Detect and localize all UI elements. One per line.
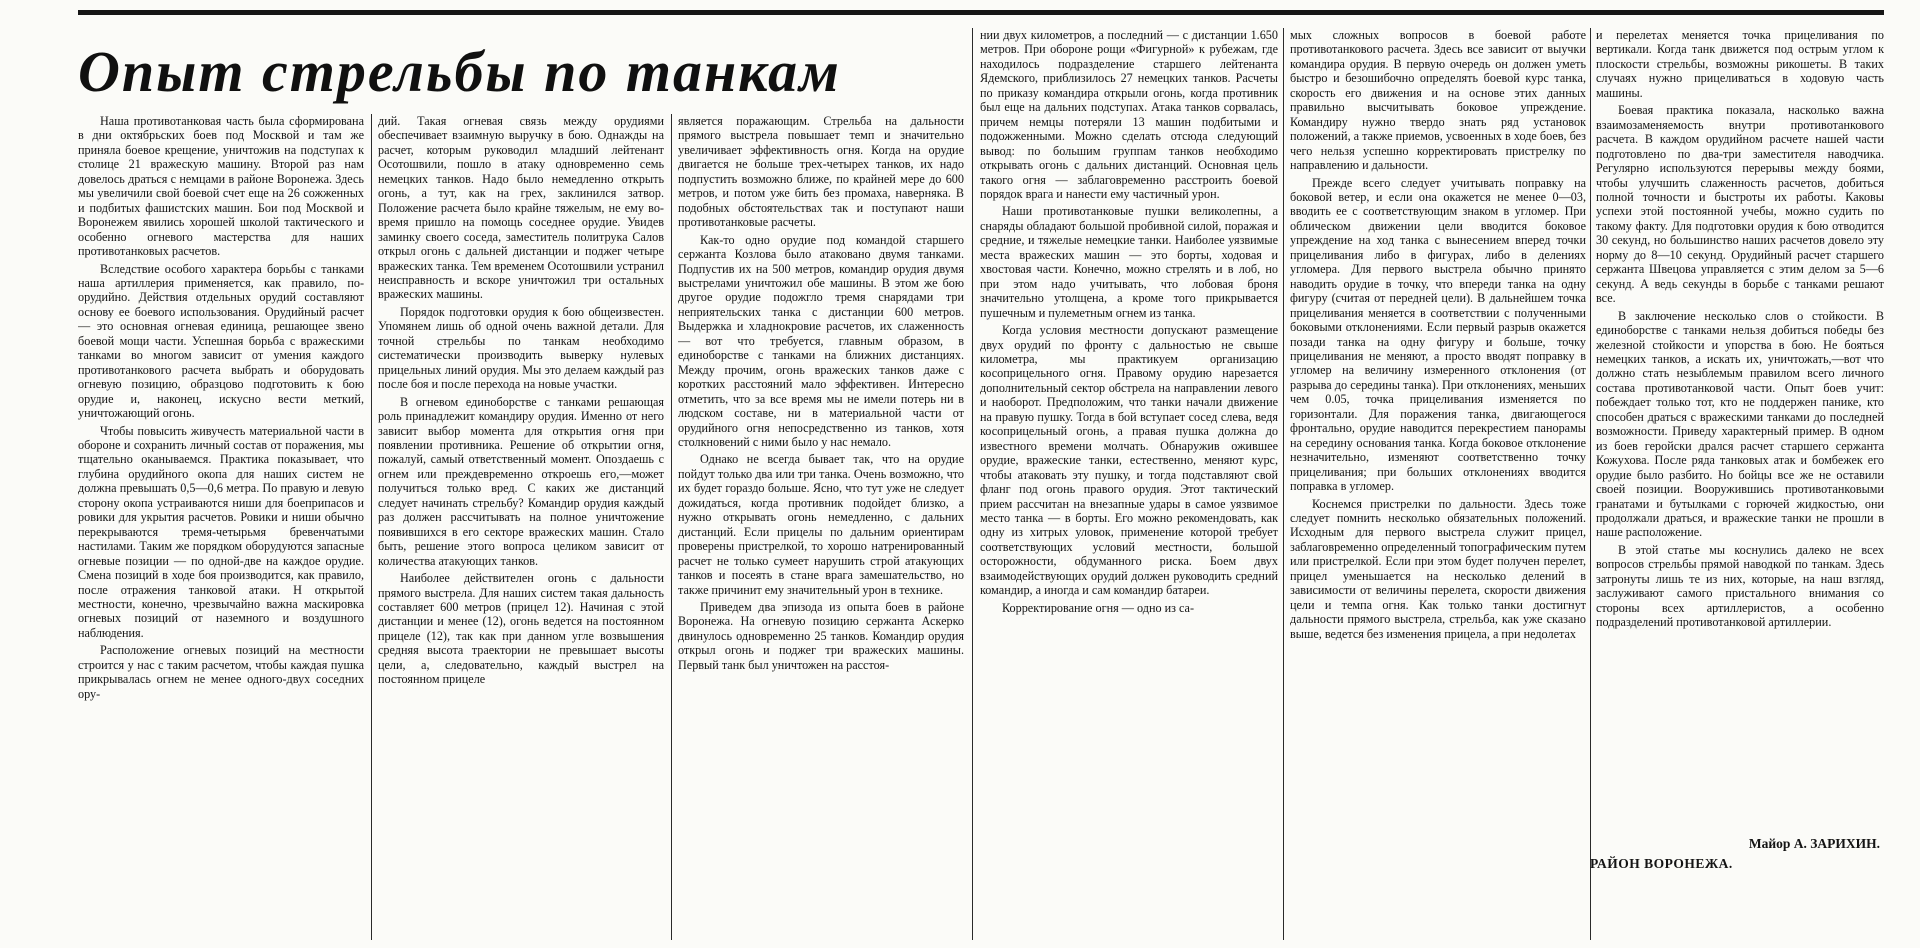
paragraph: Вследствие особого характера борьбы с танками наша артиллерия применяется, как правило, по-орудийно. Действия отдельных орудий составляют основу ее боевого использования. Орудийный расчет — это основная огневая единица, решающее звено боевой мощи части. Успешная борьба с вражескими танками во многом зависит от умения каждого противотанкового расчета выбрать и оборудовать огневую позицию, образцово подготовить к бою орудие и, наконец, искусно вести меткий, уничтожающий огонь. [78,261,364,421]
column-3 [678,114,964,940]
column-rule [1590,28,1591,940]
paragraph: является поражающим. Стрельба на дальности прямого выстрела повышает темп и значительно увеличивает эффективность огня. Когда на орудие двигается не больше трех-четырех танков, их надо подпустить возможно ближе, по крайней мере до 600 метров, и потом уже бить без промаха, наверняка. В подобных обстоятельствах так и поступают наши противотанковые расчеты. [678,114,964,230]
column-2 [378,114,664,940]
column-rule [1283,28,1284,940]
paragraph: Наиболее действителен огонь с дальности прямого выстрела. Для наших систем такая дальность составляет 600 метров (прицел 12). Начиная с этой дистанции и менее (12), огонь ведется на постоянном прицеле (12), так как при данном угле возвышения средняя высота траектории не превышает высоты цели, а, следовательно, каждый выстрел на постоянном прицеле [378,571,664,687]
article [78,28,1884,940]
paragraph: Боевая практика показала, насколько важна взаимозаменяемость внутри противотанкового расчета. В каждом орудийном расчете нашей части подготовлено по два-три заместителя наводчика. Регулярно используются перерывы между боями, чтобы улучшить слаженность расчетов, добиться полной точности и быстроты их работы. Каковы успехи этой постоянной учебы, можно судить по такому факту. Для подготовки орудия к бою отводится 30 секунд, но большинство наших расчетов довело эту норму до 8—10 секунд. Орудийный расчет старшего сержанта Швецова управляется с этим делом за 5—6 секунд. А ведь секунды в борьбе с танками решают все. [1596,103,1884,306]
paragraph: В огневом единоборстве с танками решающая роль принадлежит командиру орудия. Именно от него зависит выбор момента для открытия огня при появлении противника. Решение об открытии огня, пожалуй, самый ответственный момент. Опоздаешь с огнем или преждевременно откроешь его,—может получиться только вред. С каких же дистанций следует начинать стрельбу? Командир орудия каждый раз должен рассчитывать на полное уничтожение появившихся в его секторе вражеских машин. Стало быть, решение этого вопроса целиком зависит от количества атакующих танков. [378,394,664,568]
paragraph: В заключение несколько слов о стойкости. В единоборстве с танками нельзя добиться победы без железной стойкости и упорства в бою. Не бояться немецких танков, а искать их, уничтожать,—вот что должно стать незыблемым правилом всего личного состава противотанковой части. Опыт боев учит: побеждает только тот, кто не поддержен панике, кто способен драться с вражескими танками до последней возможности. Приведу характерный пример. В одном из боев геройски дрался расчет старшего сержанта Кожухова. После ряда танковых атак и бомбежек его орудие было разбито. Но бойцы все же не оставили своей позиции. Вооружившись противотанковыми гранатами и бутылками с горючей жидкостью, они продолжали драться, и вражеские танки не прошли в наше расположение. [1596,308,1884,540]
paragraph: нии двух километров, а последний — с дистанции 1.650 метров. При обороне рощи «Фигурной» к рубежам, где находилось подразделение старшего лейтенанта Ядемского, приблизилось 27 немецких танков. Расчеты по приказу командира открыли огонь, когда противник был еще на дальних подступах. Атака танков сорвалась, причем немцы потеряли 13 машин подбитыми и подожженными. Можно сделать отсюда следующий вывод: по большим группам танков необходимо открывать огонь с дальних дистанций. Основная цель такого огня — заблаговременно расстроить боевой порядок врага и нанести ему частичный урон. [980,28,1278,201]
paragraph: и перелетах меняется точка прицеливания по вертикали. Когда танк движется под острым углом к плоскости стрельбы, возможны рикошеты. В таких случаях нужно прицеливаться в ходовую часть машины. [1596,28,1884,100]
paragraph: Порядок подготовки орудия к бою общеизвестен. Упомянем лишь об одной очень важной детали. Для точной стрельбы по танкам необходимо систематически производить выверку нулевых прицельных линий орудия. Мы это делаем каждый раз после боя и после перехода на новые участки. [378,304,664,392]
author-signature: Майор А. ЗАРИХИН. [1748,836,1880,851]
headline: Опыт стрельбы по танкам [78,39,841,104]
column-1 [78,114,364,940]
paragraph: Когда условия местности допускают размещение двух орудий по фронту с дальностью не свыше километра, мы практикуем организацию косоприцельного огня. Правому орудию нарезается дополнительный сектор обстрела на направлении левого и наоборот. Предположим, что танки начали движение на правую пушку. Тогда в бой вступает сосед слева, ведя косоприцельный огонь, а правая пушка должна до известного времени молчать. Обнаружив ожившее орудие, вражеские танки, естественно, меняют курс, чтобы атаковать эту пушку, и тогда подставляют свой фланг под огонь правого орудия. Этот тактический прием рассчитан на внезапные удары в самое уязвимое место танка — в борты. Его можно рекомендовать, как одну из хитрых уловок, применение которой требует соответствующих условий местности, большой осторожности, обдуманного риска. Боем двух взаимодействующих орудий должен руководить средний командир, а иногда и сам командир батареи. [980,323,1278,598]
top-rule [78,10,1884,15]
paragraph: Наша противотанковая часть была сформирована в дни октябрьских боев под Москвой и там же приняла боевое крещение, уничтожив на подступах к столице 21 вражескую машину. Второй раз нам довелось драться с немцами в районе Воронежа. Здесь мы увеличили свой боевой счет еще на 26 сожженных и подбитых фашистских машин. Бои под Москвой и Воронежем явились хорошей школой тактического и особенно огневого мастерства для наших противотанковых расчетов. [78,114,364,259]
column-rule [972,28,973,940]
paragraph: В этой статье мы коснулись далеко не всех вопросов стрельбы прямой наводкой по танкам. Здесь затронуты лишь те из них, которые, на наш взгляд, заслуживают самого пристального внимания со стороны всех артиллеристов, а особенно подразделений противотанковой артиллерии. [1596,542,1884,630]
column-rule [671,114,672,940]
dateline-place: РАЙОН ВОРОНЕЖА. [1590,856,1733,871]
column-5 [1290,28,1586,940]
paragraph: Приведем два эпизода из опыта боев в районе Воронежа. На огневую позицию сержанта Аскерко двинулось одновременно 25 танков. Командир орудия открыл огонь и поджег три вражеских машины. Первый танк был уничтожен на расстоя- [678,599,964,672]
paragraph: Расположение огневых позиций на местности строится у нас с таким расчетом, чтобы каждая пушка прикрывалась огнем не менее одного-двух соседних ору- [78,643,364,701]
paragraph: Наши противотанковые пушки великолепны, а снаряды обладают большой пробивной силой, поражая и средние, и тяжелые немецкие танки. Наиболее уязвимые места вражеских машин — это борты, ходовая и хвостовая части. Конечно, можно стрелять и в лоб, но при этом надо учитывать, что лобовая броня значительно утолщена, а кроме того прикрывается пушечным и пулеметным огнем из танка. [980,204,1278,320]
paragraph: Однако не всегда бывает так, что на орудие пойдут только два или три танка. Очень возможно, что их будет гораздо больше. Ясно, что тут уже не следует дожидаться, когда противник подойдет близко, а нужно открывать огонь немедленно, с дальних дистанций. Если прицелы по дальним ориентирам проверены пристрелкой, то хорошо натренированный расчет не только сумеет нарушить строй атакующих танков и посеять в стане врага замешательство, но также причинит ему значительный урон в технике. [678,452,964,597]
paragraph: дий. Такая огневая связь между орудиями обеспечивает взаимную выручку в бою. Однажды на расчет, которым руководил младший лейтенант Осотошвили, пошло в атаку одновременно семь немецких танков. Надо было немедленно открыть огонь, а тут, как на грех, заклинился затвор. Положение расчета было крайне тяжелым, не ему во-время пришло на помощь соседнее орудие. Увидев заминку своего соседа, заместитель политрука Салов открыл огонь с дальней дистанции и поджег четыре вражеских танка. Тем временем Осотошвили устранил неисправность и вскоре уничтожил три остальных вражеских машины. [378,114,664,302]
paragraph: Коснемся пристрелки по дальности. Здесь тоже следует помнить несколько обязательных положений. Исходным для первого выстрела служит прицел, заблаговременно определенный топографическим путем или пристрелкой. Если при этом будет получен перелет, прицел уменьшается на несколько делений в зависимости от величины перелета, скорости движения цели и темпа огня. Как только танки достигнут дальности прямого выстрела, стрельба, как уже сказано выше, ведется без изменения прицела, а при недолетах [1290,496,1586,641]
paragraph: мых сложных вопросов в боевой работе противотанкового расчета. Здесь все зависит от выучки командира орудия. В первую очередь он должен уметь быстро и безошибочно определять боевой курс танка, скорость его движения и на основе этих данных правильно высчитывать боковое упреждение. Командиру нужно твердо знать ряд установок положений, а также приемов, усвоенных в ходе боев, без чего нельзя успешно корректировать пристрелку по направлению и дальности. [1290,28,1586,173]
column-rule [371,114,372,940]
column-6 [1596,28,1884,818]
paragraph: Прежде всего следует учитывать поправку на боковой ветер, и если она окажется не менее 0—03, вводить ее с соответствующим знаком в угломер. При облическом движении цели вводится боковое упреждение на ход танка с вынесением вперед точки прицеливания либо в фигурах, либо в делениях угломера. Для первого выстрела обычно принято наводить орудие в точку, что впереди танка на одну фигуру (считая от передней цели). В дальнейшем точка прицеливания меняется в соответствии с полученными боковыми отклонениями. Если первый разрыв окажется позади танка на одну фигуру и больше, точку прицеливания не меняют, а просто вводят поправку в угломер на величину измеренного отклонения (от разрыва до середины танка). При отклонениях, меньших чем 0.05, точка прицеливания изменяется по горизонтали. Для поражения танка, двигающегося фронтально, орудие наводится перекрестием панорамы на середину основания танка. Когда боковое отклонение незначительно, изменяют соответственно точку прицеливания; при больших отклонениях вводится поправка в угломер. [1290,175,1586,494]
paragraph: Корректирование огня — одно из са- [1002,600,1195,615]
paragraph: Как-то одно орудие под командой старшего сержанта Козлова было атаковано двумя танками. Подпустив их на 500 метров, командир орудия двумя выстрелами уничтожил обе машины. В этом же бою другое орудие подожгло тремя снарядами три неприятельских танка с дистанции 600 метров. Выдержка и хладнокровие расчетов, их слаженность — вот что требуется, главным образом, в единоборстве с танками на ближних дистанциях. Между прочим, огонь вражеских танков даже с коротких расстояний мало эффективен. Интересно отметить, что за все время мы не имели потерь ни в людском составе, ни в материальной части от орудийного огня непосредственно из танков, хотя столкновений с ними было у нас немало. [678,232,964,449]
paragraph: Чтобы повысить живучесть материальной части в обороне и сохранить личный состав от поражения, мы тщательно оканываемся. Практика показывает, что глубина орудийного окопа для наших систем не должна превышать 0,5—0,6 метра. По правую и левую сторону окопа устраиваются ниши для боеприпасов и ровики для укрытия расчетов. Ровики и ниши обычно перекрываются тремя-четырьмя бревенчатыми настилами. Таким же порядком оборудуются запасные огневые позиции — по одной-две на каждое орудие. Смена позиций в ходе боя производится, как правило, после отражения танковой атаки. Н открытой местности, конечно, чрезвычайно важна маскировка огневых позиций от наземного и воздушного наблюдения. [78,423,364,640]
column-4 [980,28,1278,940]
